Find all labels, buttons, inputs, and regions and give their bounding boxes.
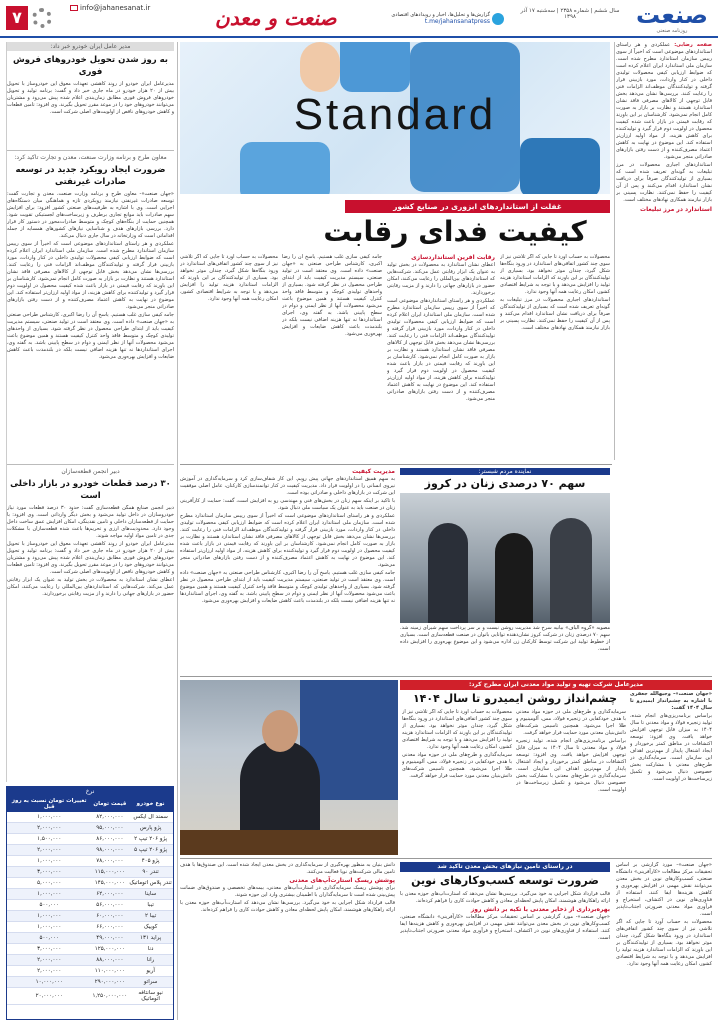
- table-cell: آریو: [128, 966, 173, 977]
- women-body-left-extra: عملکردی و هر راستای استانداردهای موضوعی است که اخیراً از سوی رییس سازمان استاندارد مطرح شده است. سازمان ملی استاندارد ایران اعلام کرده است که ضوابط ارزیابی کیفی محصولات تولیدی داخلی در کنار واردات، مورد بازبینی قرار گرفته و تولیدکنندگان موظف‌اند الزامات فنی را رعایت کنند. بررسی‌ها نشان می‌دهد بخش قابل توجهی از کالاهای مصرفی فاقد نشان استاندارد هستند و نظارت بر بازار به صورت کامل انجام نمی‌شود. کارشناسان بر این باورند که رقابت قیمتی در بازار باعث شده کیفیت محصول در اولویت دوم قرار گیرد و تولیدکننده برای کاهش هزینه، از مواد اولیه ارزان‌تر استفاده کند. این موضوع در نهایت به کاهش اعتماد مصرف‌کننده و از دست رفتن بازارهای صادراتی منجر می‌شود.: [180, 513, 395, 568]
- col-mid-body3: عملکردی و هر راستای استانداردهای موضوعی است که اخیراً از سوی رییس سازمان استاندارد مطرح شده است. سازمان ملی استاندارد ایران اعلام کرده است که ضوابط ارزیابی کیفی محصولات تولیدی داخلی در کنار واردات، مورد بازبینی قرار گرفته و تولیدکنندگان موظف‌اند الزامات فنی را رعایت کنند. بررسی‌ها نشان می‌دهد بخش قابل توجهی از کالاهای مصرفی فاقد نشان استاندارد هستند و نظارت بر بازار به صورت کامل انجام نمی‌شود. کارشناسان بر این باورند که رقابت قیمتی در بازار باعث شده کیفیت محصول در اولویت دوم قرار گیرد و تولیدکننده برای کاهش هزینه، از مواد اولیه ارزان‌تر استفاده کند. این موضوع در نهایت به کاهش اعتماد مصرف‌کننده و از دست رفتن بازارهای صادراتی منجر می‌شود.: [387, 298, 495, 402]
- puzzle-piece: [240, 142, 330, 194]
- sidebar-headline-1: به روز شدن تحویل خودروهای فروش فوری: [13, 55, 168, 77]
- table-cell: ۲۹۰,۰۰۰,۰۰۰: [91, 977, 128, 988]
- meeting-col-3: [402, 709, 512, 855]
- table-cell: ۱,۰۰۰,۰۰۰: [7, 922, 91, 933]
- person-head: [262, 710, 298, 752]
- email[interactable]: info@jahanesanat.ir: [80, 4, 151, 12]
- table-row: [7, 988, 173, 1005]
- person-figure: [550, 518, 592, 623]
- table-cell: ۸۶,۰۰۰,۰۰۰: [91, 834, 128, 845]
- sidebar-kicker-2: معاون طرح و برنامه وزارت صنعت، معدن و تجارت تاکید کرد:: [14, 154, 167, 161]
- sidebar-kicker-3: دبیر انجمن قطعه‌سازان: [61, 468, 120, 475]
- women-body-left: [180, 468, 395, 673]
- price-table-box: [6, 786, 174, 1020]
- sidebar-body-3-text: دبیر انجمن صنایع همگن قطعه‌سازی گفت: حدود ۳۰ درصد قطعات مورد نیاز خودروسازان در داخل تولید می‌شود و بخش دیگر وارداتی است. وی افزود: با حمایت از قطعه‌سازان داخلی و تامین نقدینگی، امکان افزایش عمق ساخت داخل وجود دارد. محدودیت‌های ارزی و تحریم‌ها باعث شده قطعه‌سازان با مشکلات جدی در تامین مواد اولیه مواجه شوند.: [7, 505, 174, 539]
- col-mid-body: محصولات به حساب آورد تا جایی که اگر تلاشی نیز از سوی چند کشور اتفاقی‌های استاندارد در ورود بنگاه‌ها شکل گیرد، چندان موثر نخواهد بود. بسیاری از تولیدکنندگان بر این باورند که الزامات استاندارد هزینه تولید را افزایش می‌دهد و با توجه به شرایط اقتصادی کشور، امکان رعایت همه آنها وجود ندارد.: [500, 254, 610, 295]
- standard-word: Standard: [293, 90, 497, 139]
- col-right-body-repeat: استانداردهای اجباری محصولات در مرز تبلیغات به گونه‌ای تعریف شده است که بسیاری از تولیدکنندگان صرفاً برای دریافت نشان استاندارد اقدام می‌کنند و پس از آن کیفیت را حفظ نمی‌کنند. نظارت پسینی بر بازار نیازمند همکاری نهادهای مختلف است.: [616, 162, 712, 203]
- desk-graphic: [180, 830, 398, 855]
- bottom-col-mid: [400, 891, 610, 1019]
- table-cell: ۱,۵۰۰,۰۰۰: [7, 834, 91, 845]
- table-cell: تندر پلاس اتوماتیک: [128, 878, 173, 889]
- table-cell: ۱۲۵,۰۰۰,۰۰۰: [91, 944, 128, 955]
- bottom-mid-body: قالب قرارداد شکل اجرایی به خود می‌گیرد. بررسی‌ها نشان می‌دهد که استارت‌آپ‌های حوزه معدن با ارائه راهکارهای هوشمند، امکان پایش لحظه‌ای معادن و کاهش حوادث کاری را فراهم کرده‌اند.: [400, 891, 610, 904]
- price-table-title: نرخ: [7, 787, 173, 796]
- table-cell: پراید ۱۳۱: [128, 933, 173, 944]
- meeting-article: [180, 676, 712, 856]
- meeting-col-1: [630, 691, 712, 855]
- table-row: [7, 900, 173, 911]
- bottom-bar: در راستای تامین نیازهای بخش معدن تاکید شد: [400, 862, 610, 872]
- hero-kicker-bar: [345, 200, 610, 213]
- sidebar-body-2-text: «جهان صنعت»- معاون طرح و برنامه وزارت صنعت، معدن و تجارت گفت: توسعه صادرات غیرنفتی نیازمند رویکردی تازه و هماهنگی میان دستگاه‌های اجرایی است. وی با اشاره به ظرفیت‌های صنعتی کشور افزود: برای افزایش سهم صادرات باید موانع تجاری برطرف و زیرساخت‌های لجستیکی تقویت شود. همچنین حمایت از بنگاه‌های کوچک و متوسط صادرات‌محور در دستور کار قرار دارد. بررسی بازارهای هدف و شناسایی نیازهای کشورهای همسایه از جمله اقداماتی است که وزارتخانه در سال جاری دنبال می‌کند.: [7, 191, 174, 239]
- table-row: [7, 911, 173, 922]
- table-row: [7, 944, 173, 955]
- table-cell: ۹۵,۰۰۰,۰۰۰: [91, 823, 128, 834]
- table-row: [7, 889, 173, 900]
- table-cell: ۵۰۰,۰۰۰: [7, 900, 91, 911]
- table-cell: ۵۶,۰۰۰,۰۰۰: [91, 900, 128, 911]
- hand-graphic: [300, 42, 340, 92]
- column-header: قیمت تومان: [91, 796, 128, 812]
- divider: [7, 150, 174, 151]
- bottom-mid-body-2: «جهان صنعت»- مورد گزارشی بر اساس تحقیقات مرکز مطالعات «کارآفرینی» دانشگاه صنعتی، کسب‌وکارهای نوین در بخش معدن می‌توانند نقش مهمی در افزایش بهره‌وری و کاهش هزینه‌ها ایفا کنند. استفاده از فناوری‌های نوین در اکتشاف، استخراج و فرآوری مواد معدنی ضرورتی اجتناب‌ناپذیر است.: [400, 914, 610, 941]
- table-cell: تیبا ۲: [128, 911, 173, 922]
- table-cell: ۸۲,۰۰۰,۰۰۰: [91, 812, 128, 823]
- sidebar-body-1: مدیرعامل ایران خودرو از روند کاهشی تعهدات معوق این خودروساز با تحویل بیش از ۲۰ هزار خودرو در ماه جاری خبر داد و گفت: برنامه تولید و تحویل خودروهای فروش فوری مطابق زمان‌بندی اعلام شده پیش می‌رود و مشتریان می‌توانند خودروهای خود را در موعد مقرر تحویل بگیرند. وی افزود: تامین قطعات و کاهش خودروهای ناقص از اولویت‌های اصلی شرکت است.: [7, 81, 174, 115]
- col-mid-left: [282, 254, 382, 460]
- women-body-left-extra2: جامه کیفی سازی غلب هستیم. یاسخ آن را رضا اکبری، کارشناس طراحی صنعتی به «جهان صنعت» داده است. وی معتقد است در تولید صنعتی، سیستم مدیریت کیفیت باید از ابتدای طراحی محصول در نظر گرفته شود. بسیاری از واحدهای تولیدی کوچک و متوسط فاقد واحد کنترل کیفیت هستند و همین موضوع باعث می‌شود محصولات آنها از نظر ایمنی و دوام در سطح پایینی باشد. به گفته وی، اجرای استانداردها نه تنها هزینه اضافی نیست بلکه در بلندمدت باعث کاهش ضایعات و افزایش بهره‌وری می‌شود.: [180, 570, 395, 604]
- logo-text: صنعت: [636, 1, 708, 29]
- col-mid: [387, 254, 495, 460]
- hero-image: [180, 42, 610, 194]
- masthead: [0, 0, 718, 38]
- bottom-article: [180, 858, 712, 1020]
- table-row: [7, 966, 173, 977]
- hero-headline: کیفیت فدای رقابت: [323, 215, 587, 248]
- sidebar-body-2-text-b: عملکردی و هر راستای استانداردهای موضوعی است که اخیراً از سوی رییس سازمان استاندارد مطرح شده است. سازمان ملی استاندارد ایران اعلام کرده است که ضوابط ارزیابی کیفی محصولات تولیدی داخلی در کنار واردات، مورد بازبینی قرار گرفته و تولیدکنندگان موظف‌اند الزامات فنی را رعایت کنند. بررسی‌ها نشان می‌دهد بخش قابل توجهی از کالاهای مصرفی فاقد نشان استاندارد هستند و نظارت بر بازار به صورت کامل انجام نمی‌شود. کارشناسان بر این باورند که رقابت قیمتی در بازار باعث شده کیفیت محصول در اولویت دوم قرار گیرد و تولیدکننده برای کاهش هزینه، از مواد اولیه ارزان‌تر استفاده کند. این موضوع در نهایت به کاهش اعتماد مصرف‌کننده و از دست رفتن بازارهای صادراتی منجر می‌شود.: [7, 241, 174, 310]
- sidebar-item-1: [7, 42, 174, 147]
- sidebar-headline-2: ضرورت ایجاد رویکرد جدید در توسعه صادرات غیرنفتی: [15, 165, 166, 187]
- table-row: [7, 823, 173, 834]
- factory-photo: [400, 493, 610, 623]
- women-article: [180, 464, 612, 674]
- col-right-body: عملکردی و هر راستای استانداردهای موضوعی است که اخیراً از سوی رییس سازمان استاندارد مطرح شده است. سازمان ملی استاندارد ایران اعلام کرده است که ضوابط ارزیابی کیفی محصولات تولیدی داخلی در کنار واردات، مورد بازبینی قرار گرفته و تولیدکنندگان موظف‌اند الزامات فنی را رعایت کنند. بررسی‌ها نشان می‌دهد بخش قابل توجهی از کالاهای مصرفی فاقد نشان استاندارد هستند و نظارت بر بازار به صورت کامل انجام نمی‌شود. کارشناسان بر این باورند که رقابت قیمتی در بازار باعث شده کیفیت محصول در اولویت دوم قرار گیرد و تولیدکننده برای کاهش هزینه، از مواد اولیه ارزان‌تر استفاده کند. این موضوع در نهایت به کاهش اعتماد مصرف‌کننده و از دست رفتن بازارهای صادراتی منجر می‌شود.: [616, 42, 712, 160]
- table-row: [7, 933, 173, 944]
- table-row: [7, 977, 173, 988]
- bottom-col-left: [180, 862, 395, 1019]
- col-right-lead: صفحه رضایی:: [674, 42, 712, 48]
- meeting-body-5: سرمایه‌گذاری و طرح‌های ملی در حوزه مواد معدنی با هدف خودکفایی در زنجیره فولاد، مس، آلومینیوم و طلا اجرا می‌شود. همچنین تاسیس شرکت‌های دانش‌بنیان معدنی مورد حمایت قرار خواهد گرفت.: [402, 752, 512, 779]
- person-figure: [495, 533, 533, 623]
- puzzle-piece: [520, 138, 600, 194]
- table-cell: ۵,۰۰۰,۰۰۰: [7, 878, 91, 889]
- table-cell: ۲,۰۰۰,۰۰۰: [7, 955, 91, 966]
- women-body-left-text: به سهم همیق استانداردهای جهانی پیش رویم. این کار شفاف‌سازی کرد و سرمایه‌گذاری در آموزش نیروی انسانی را در اولویت قرار داد. مدیریت کیفیت در کنار توانمندسازی کارکنان، عامل اصلی موفقیت این شرکت در بازارهای داخلی و صادراتی بوده است.: [180, 476, 395, 496]
- table-row: [7, 955, 173, 966]
- puzzle-piece: [340, 42, 410, 92]
- table-cell: پژو ۴۰۵: [128, 856, 173, 867]
- table-cell: سمند ال ایکس: [128, 812, 173, 823]
- table-cell: ۲۰,۰۰۰,۰۰۰: [7, 988, 91, 1005]
- column-divider: [177, 42, 178, 1020]
- col-far-left-body: محصولات به حساب آورد تا جایی که اگر تلاشی نیز از سوی چند کشور اتفاقی‌های استاندارد در ورود بنگاه‌ها شکل گیرد، چندان موثر نخواهد بود. بسیاری از تولیدکنندگان بر این باورند که الزامات استاندارد هزینه تولید را افزایش می‌دهد و با توجه به شرایط اقتصادی کشور، امکان رعایت همه آنها وجود ندارد.: [180, 254, 278, 302]
- col-mid-right: [500, 254, 610, 460]
- col-mid-body2: اعطای نشان استاندارد به محصولات در بخش تولید به عنوان یک ابزار رقابتی عمل می‌کند. شرکت‌هایی که استانداردهای بین‌المللی را رعایت می‌کنند، امکان حضور در بازارهای جهانی را دارند و از مزیت رقابتی برخوردارند.: [387, 262, 495, 296]
- sidebar-kicker-1: مدیر عامل ایران خودرو خبر داد:: [7, 42, 174, 51]
- email-icon: [70, 5, 78, 11]
- sidebar-item-3: [7, 468, 174, 715]
- table-cell: ۱۱۰,۰۰۰,۰۰۰: [91, 966, 128, 977]
- section-title: صنعت و معدن: [215, 6, 337, 30]
- women-body-right: مصوبه «گروه الیاف» بیانیه سرخ شد مدیریت روشن نیست و بر سر پرداخت سهم شیرای زمینه شد. سهم ۷۰ درصدی زنان در شرکت کروز نشان‌دهنده توانایی بانوان در صنعت قطعه‌سازی است. بسیاری از خطوط تولید این شرکت توسط کارکنان زن اداره می‌شود و این موضوع بهره‌وری را افزایش داده است.: [400, 625, 610, 652]
- table-cell: تیبا: [128, 900, 173, 911]
- table-cell: ۱۰,۰۰۰,۰۰۰: [7, 977, 91, 988]
- meeting-body-2: سرمایه‌گذاری و طرح‌های ملی در حوزه مواد معدنی با هدف خودکفایی در زنجیره فولاد، مس، آلومینیوم و طلا اجرا می‌شود. همچنین تاسیس شرکت‌های دانش‌بنیان معدنی مورد حمایت قرار خواهد گرفت.: [516, 709, 626, 736]
- table-cell: ۶۰,۰۰۰,۰۰۰: [91, 911, 128, 922]
- divider: [7, 464, 174, 465]
- table-cell: ۱,۰۰۰,۰۰۰: [7, 911, 91, 922]
- table-cell: نیو سانتافه اتوماتیک: [128, 988, 173, 1005]
- table-cell: کوییک: [128, 922, 173, 933]
- col-mid-body-2: استانداردهای اجباری محصولات در مرز تبلیغات به گونه‌ای تعریف شده است که بسیاری از تولیدکنندگان صرفاً برای دریافت نشان استاندارد اقدام می‌کنند و پس از آن کیفیت را حفظ نمی‌کنند. نظارت پسینی بر بازار نیازمند همکاری نهادهای مختلف است.: [500, 297, 610, 331]
- table-cell: ۲,۰۰۰,۰۰۰: [7, 845, 91, 856]
- table-cell: ۱,۰۰۰,۰۰۰: [7, 889, 91, 900]
- table-row: [7, 856, 173, 867]
- logo-tagline: روزنامه صنعتی: [656, 28, 688, 34]
- bottom-right-body-2: محصولات به حساب آورد تا جایی که اگر تلاشی نیز از سوی چند کشور اتفاقی‌های استاندارد در ورود بنگاه‌ها شکل گیرد، چندان موثر نخواهد بود. بسیاری از تولیدکنندگان بر این باورند که الزامات استاندارد هزینه تولید را افزایش می‌دهد و با توجه به شرایط اقتصادی کشور، امکان رعایت همه آنها وجود ندارد.: [616, 919, 712, 967]
- sidebar-body-2-text-c: جامه کیفی سازی غلب هستیم. یاسخ آن را رضا اکبری، کارشناس طراحی صنعتی به «جهان صنعت» داده است. وی معتقد است در تولید صنعتی، سیستم مدیریت کیفیت باید از ابتدای طراحی محصول در نظر گرفته شود. بسیاری از واحدهای تولیدی کوچک و متوسط فاقد واحد کنترل کیفیت هستند و همین موضوع باعث می‌شود محصولات آنها از نظر ایمنی و دوام در سطح پایینی باشد. به گفته وی، اجرای استانداردها نه تنها هزینه اضافی نیست بلکه در بلندمدت باعث کاهش ضایعات و افزایش بهره‌وری می‌شود.: [7, 312, 174, 360]
- bottom-mid-subhead: بهره‌برداری از ذخایر معدنی با تکیه بر دانش روز: [470, 906, 610, 913]
- table-cell: ۴۹,۰۰۰,۰۰۰: [91, 933, 128, 944]
- table-cell: سراتو: [128, 977, 173, 988]
- bottom-left-body-3: قالب قرارداد شکل اجرایی به خود می‌گیرد. بررسی‌ها نشان می‌دهد که استارت‌آپ‌های حوزه معدن با ارائه راهکارهای هوشمند، امکان پایش لحظه‌ای معادن و کاهش حوادث کاری را فراهم کرده‌اند.: [180, 900, 395, 913]
- price-table-body: [7, 812, 173, 1005]
- col-far-left: [180, 254, 278, 460]
- table-cell: ۶۶,۰۰۰,۰۰۰: [91, 922, 128, 933]
- page-number-badge: [6, 6, 28, 30]
- telegram-icon: [492, 13, 504, 25]
- table-cell: ۲,۰۰۰,۰۰۰: [7, 966, 91, 977]
- table-row: [7, 845, 173, 856]
- table-cell: رانا: [128, 955, 173, 966]
- women-kicker: نماینده مردم شبستر:: [400, 468, 610, 475]
- sidebar-body-2: [7, 191, 174, 461]
- table-cell: ۱,۰۰۰,۰۰۰: [7, 856, 91, 867]
- sidebar-body-3-text-b: مدیرعامل ایران خودرو از روند کاهشی تعهدات معوق این خودروساز با تحویل بیش از ۲۰ هزار خودرو در ماه جاری خبر داد و گفت: برنامه تولید و تحویل خودروهای فروش فوری مطابق زمان‌بندی اعلام شده پیش می‌رود و مشتریان می‌توانند خودروهای خود را در موعد مقرر تحویل بگیرند. وی افزود: تامین قطعات و کاهش خودروهای ناقص از اولویت‌های اصلی شرکت است.: [7, 541, 174, 575]
- bottom-col-right: [616, 862, 712, 1019]
- table-row: [7, 867, 173, 878]
- person-figure: [428, 523, 468, 623]
- table-cell: پژو پارس: [128, 823, 173, 834]
- table-row: [7, 878, 173, 889]
- telegram-link[interactable]: t.me/jahansanatpress: [424, 18, 490, 25]
- hero-kicker: غفلت از استانداردهای ابزوری در صنایع کشور: [393, 202, 562, 211]
- table-cell: ۳,۰۰۰,۰۰۰: [7, 867, 91, 878]
- table-cell: تندر ۹۰: [128, 867, 173, 878]
- logo: [632, 2, 712, 34]
- women-body-left-more: با تاکید بر اینکه سهم زنان در بخش‌های فنی و مهندسی رو به افزایش است، گفت: حمایت از کارآفرینی زنان در صنعت باید به عنوان یک سیاست ملی دنبال شود.: [180, 498, 395, 511]
- gear-icon: [32, 8, 52, 28]
- table-row: [7, 922, 173, 933]
- table-cell: ۱۴۵,۰۰۰,۰۰۰: [91, 878, 128, 889]
- sidebar-body-3: [7, 505, 174, 715]
- issue-line: سال ششم | شماره ۲۳۵۸ | سه‌شنبه ۱۷ آذر ۱۳۹۸: [520, 8, 620, 20]
- telegram-text: گزارش‌ها و تحلیل‌ها، اخبار و رویدادهای اقتصادی: [391, 12, 490, 18]
- col-mid-subhead: رقابت آفرین استانداردسازی: [411, 254, 495, 261]
- column-header: نوع خودرو: [128, 796, 173, 812]
- sidebar-body-3-text-c: اعطای نشان استاندارد به محصولات در بخش تولید به عنوان یک ابزار رقابتی عمل می‌کند. شرکت‌هایی که استانداردهای بین‌المللی را رعایت می‌کنند، امکان حضور در بازارهای جهانی را دارند و از مزیت رقابتی برخوردارند.: [7, 577, 174, 597]
- table-cell: ۵۰۰,۰۰۰: [7, 933, 91, 944]
- bottom-left-body: دانش بنیان به منظور بهره‌گیری از سرمایه‌گذاری در بخش معدن ایجاد شده است. این صندوق‌ها با هدف تامین مالی شرکت‌های نوپا فعالیت می‌کنند.: [180, 862, 395, 875]
- bottom-right-body: «جهان صنعت»- مورد گزارشی بر اساس تحقیقات مرکز مطالعات «کارآفرینی» دانشگاه صنعتی، کسب‌وکارهای نوین در بخش معدن می‌توانند نقش مهمی در افزایش بهره‌وری و کاهش هزینه‌ها ایفا کنند. استفاده از فناوری‌های نوین در اکتشاف، استخراج و فرآوری مواد معدنی ضرورتی اجتناب‌ناپذیر است.: [616, 862, 712, 917]
- table-cell: پژو ۲۰۶ تیپ ۲: [128, 834, 173, 845]
- table-cell: ۱,۲۵۰,۰۰۰,۰۰۰: [91, 988, 128, 1005]
- page-number: ۷: [12, 8, 22, 27]
- table-cell: ۹۸,۰۰۰,۰۰۰: [91, 845, 128, 856]
- column-header: تغییرات تومان نسبت به روز قبل: [7, 796, 91, 812]
- meeting-col-2: [516, 709, 626, 855]
- bottom-left-subhead: پوشش ریسک استارت‌آپ‌های معدنی: [289, 877, 395, 884]
- col-right-subhead: استاندارد در مرز تبلیغات: [640, 206, 712, 213]
- column-divider: [614, 42, 615, 460]
- meeting-body-3: براساس برنامه‌ریزی‌های انجام شده، تولید زنجیره فولاد و مواد معدنی تا سال ۱۴۰۴ به میزان قابل توجهی افزایش خواهد یافت. وی افزود: توسعه اکتشافات در مناطق کمتر برخوردار و ایجاد اشتغال پایدار از مهم‌ترین اهداف این سازمان است. سرمایه‌گذاری در طرح‌های معدنی با مشارکت بخش خصوصی دنبال می‌شود و تکمیل زیرساخت‌ها در اولویت است.: [516, 738, 626, 793]
- meeting-lead: «جهان صنعت»- وجیهالله جعفری با اشاره به چشم‌انداز ایمیدرو تا سال ۱۴۰۴ گفت:: [630, 691, 712, 711]
- table-cell: ۶۲,۰۰۰,۰۰۰: [91, 889, 128, 900]
- table-cell: ۱,۰۰۰,۰۰۰: [7, 812, 91, 823]
- col-right: [616, 42, 712, 460]
- table-cell: ۱۱۵,۰۰۰,۰۰۰: [91, 867, 128, 878]
- meeting-body: براساس برنامه‌ریزی‌های انجام شده، تولید زنجیره فولاد و مواد معدنی تا سال ۱۴۰۴ به میزان قابل توجهی افزایش خواهد یافت. وی افزود: توسعه اکتشافات در مناطق کمتر برخوردار و ایجاد اشتغال پایدار از مهم‌ترین اهداف این سازمان است. سرمایه‌گذاری در طرح‌های معدنی با مشارکت بخش خصوصی دنبال می‌شود و تکمیل زیرساخت‌ها در اولویت است.: [630, 713, 712, 782]
- table-cell: پژو ۲۰۶ تیپ ۵: [128, 845, 173, 856]
- price-table: [7, 796, 173, 1005]
- table-cell: ۸۸,۰۰۰,۰۰۰: [91, 955, 128, 966]
- table-cell: ۳,۰۰۰,۰۰۰: [7, 944, 91, 955]
- table-cell: ساینا: [128, 889, 173, 900]
- col-mid-left-body: جامه کیفی سازی غلب هستیم. یاسخ آن را رضا اکبری، کارشناس طراحی صنعتی به «جهان صنعت» داده است. وی معتقد است در تولید صنعتی، سیستم مدیریت کیفیت باید از ابتدای طراحی محصول در نظر گرفته شود. بسیاری از واحدهای تولیدی کوچک و متوسط فاقد واحد کنترل کیفیت هستند و همین موضوع باعث می‌شود محصولات آنها از نظر ایمنی و دوام در سطح پایینی باشد. به گفته وی، اجرای استانداردها نه تنها هزینه اضافی نیست بلکه در بلندمدت باعث کاهش ضایعات و افزایش بهره‌وری می‌شود.: [282, 254, 382, 337]
- table-cell: دنا: [128, 944, 173, 955]
- table-cell: ۷۸,۰۰۰,۰۰۰: [91, 856, 128, 867]
- bottom-left-body-2: برای پوشش ریسک سرمایه‌گذاری در استارت‌آپ‌های معدنی، بیمه‌های تخصصی و صندوق‌های ضمانت پیش‌بینی شده است تا سرمایه‌گذاران با اطمینان بیشتری وارد این حوزه شوند.: [180, 885, 395, 898]
- meeting-body-4: محصولات به حساب آورد تا جایی که اگر تلاشی نیز از سوی چند کشور اتفاقی‌های استاندارد در ورود بنگاه‌ها شکل گیرد، چندان موثر نخواهد بود. بسیاری از تولیدکنندگان بر این باورند که الزامات استاندارد هزینه تولید را افزایش می‌دهد و با توجه به شرایط اقتصادی کشور، امکان رعایت همه آنها وجود ندارد.: [402, 709, 512, 750]
- sidebar-headline-3: ۳۰ درصد قطعات خودرو در بازار داخلی است: [10, 479, 171, 501]
- women-headline: سهم ۷۰ درصدی زنان در کروز: [424, 477, 586, 490]
- table-row: [7, 834, 173, 845]
- table-cell: ۲,۰۰۰,۰۰۰: [7, 823, 91, 834]
- sidebar: [6, 42, 174, 782]
- bottom-headline: ضرورت توسعه کسب‌وکارهای نوین: [411, 874, 599, 887]
- women-subhead: مدیریت کیفیت: [352, 468, 395, 475]
- meeting-headline: چشم‌انداز روشن ایمیدرو تا سال ۱۴۰۴: [412, 692, 618, 705]
- telegram-box[interactable]: [380, 12, 490, 32]
- table-row: [7, 812, 173, 823]
- meeting-photo: [180, 680, 398, 855]
- sidebar-item-2: [7, 154, 174, 461]
- meeting-bar: مدیرعامل شرکت تهیه و تولید مواد معدنی ایران مطرح کرد:: [400, 680, 712, 690]
